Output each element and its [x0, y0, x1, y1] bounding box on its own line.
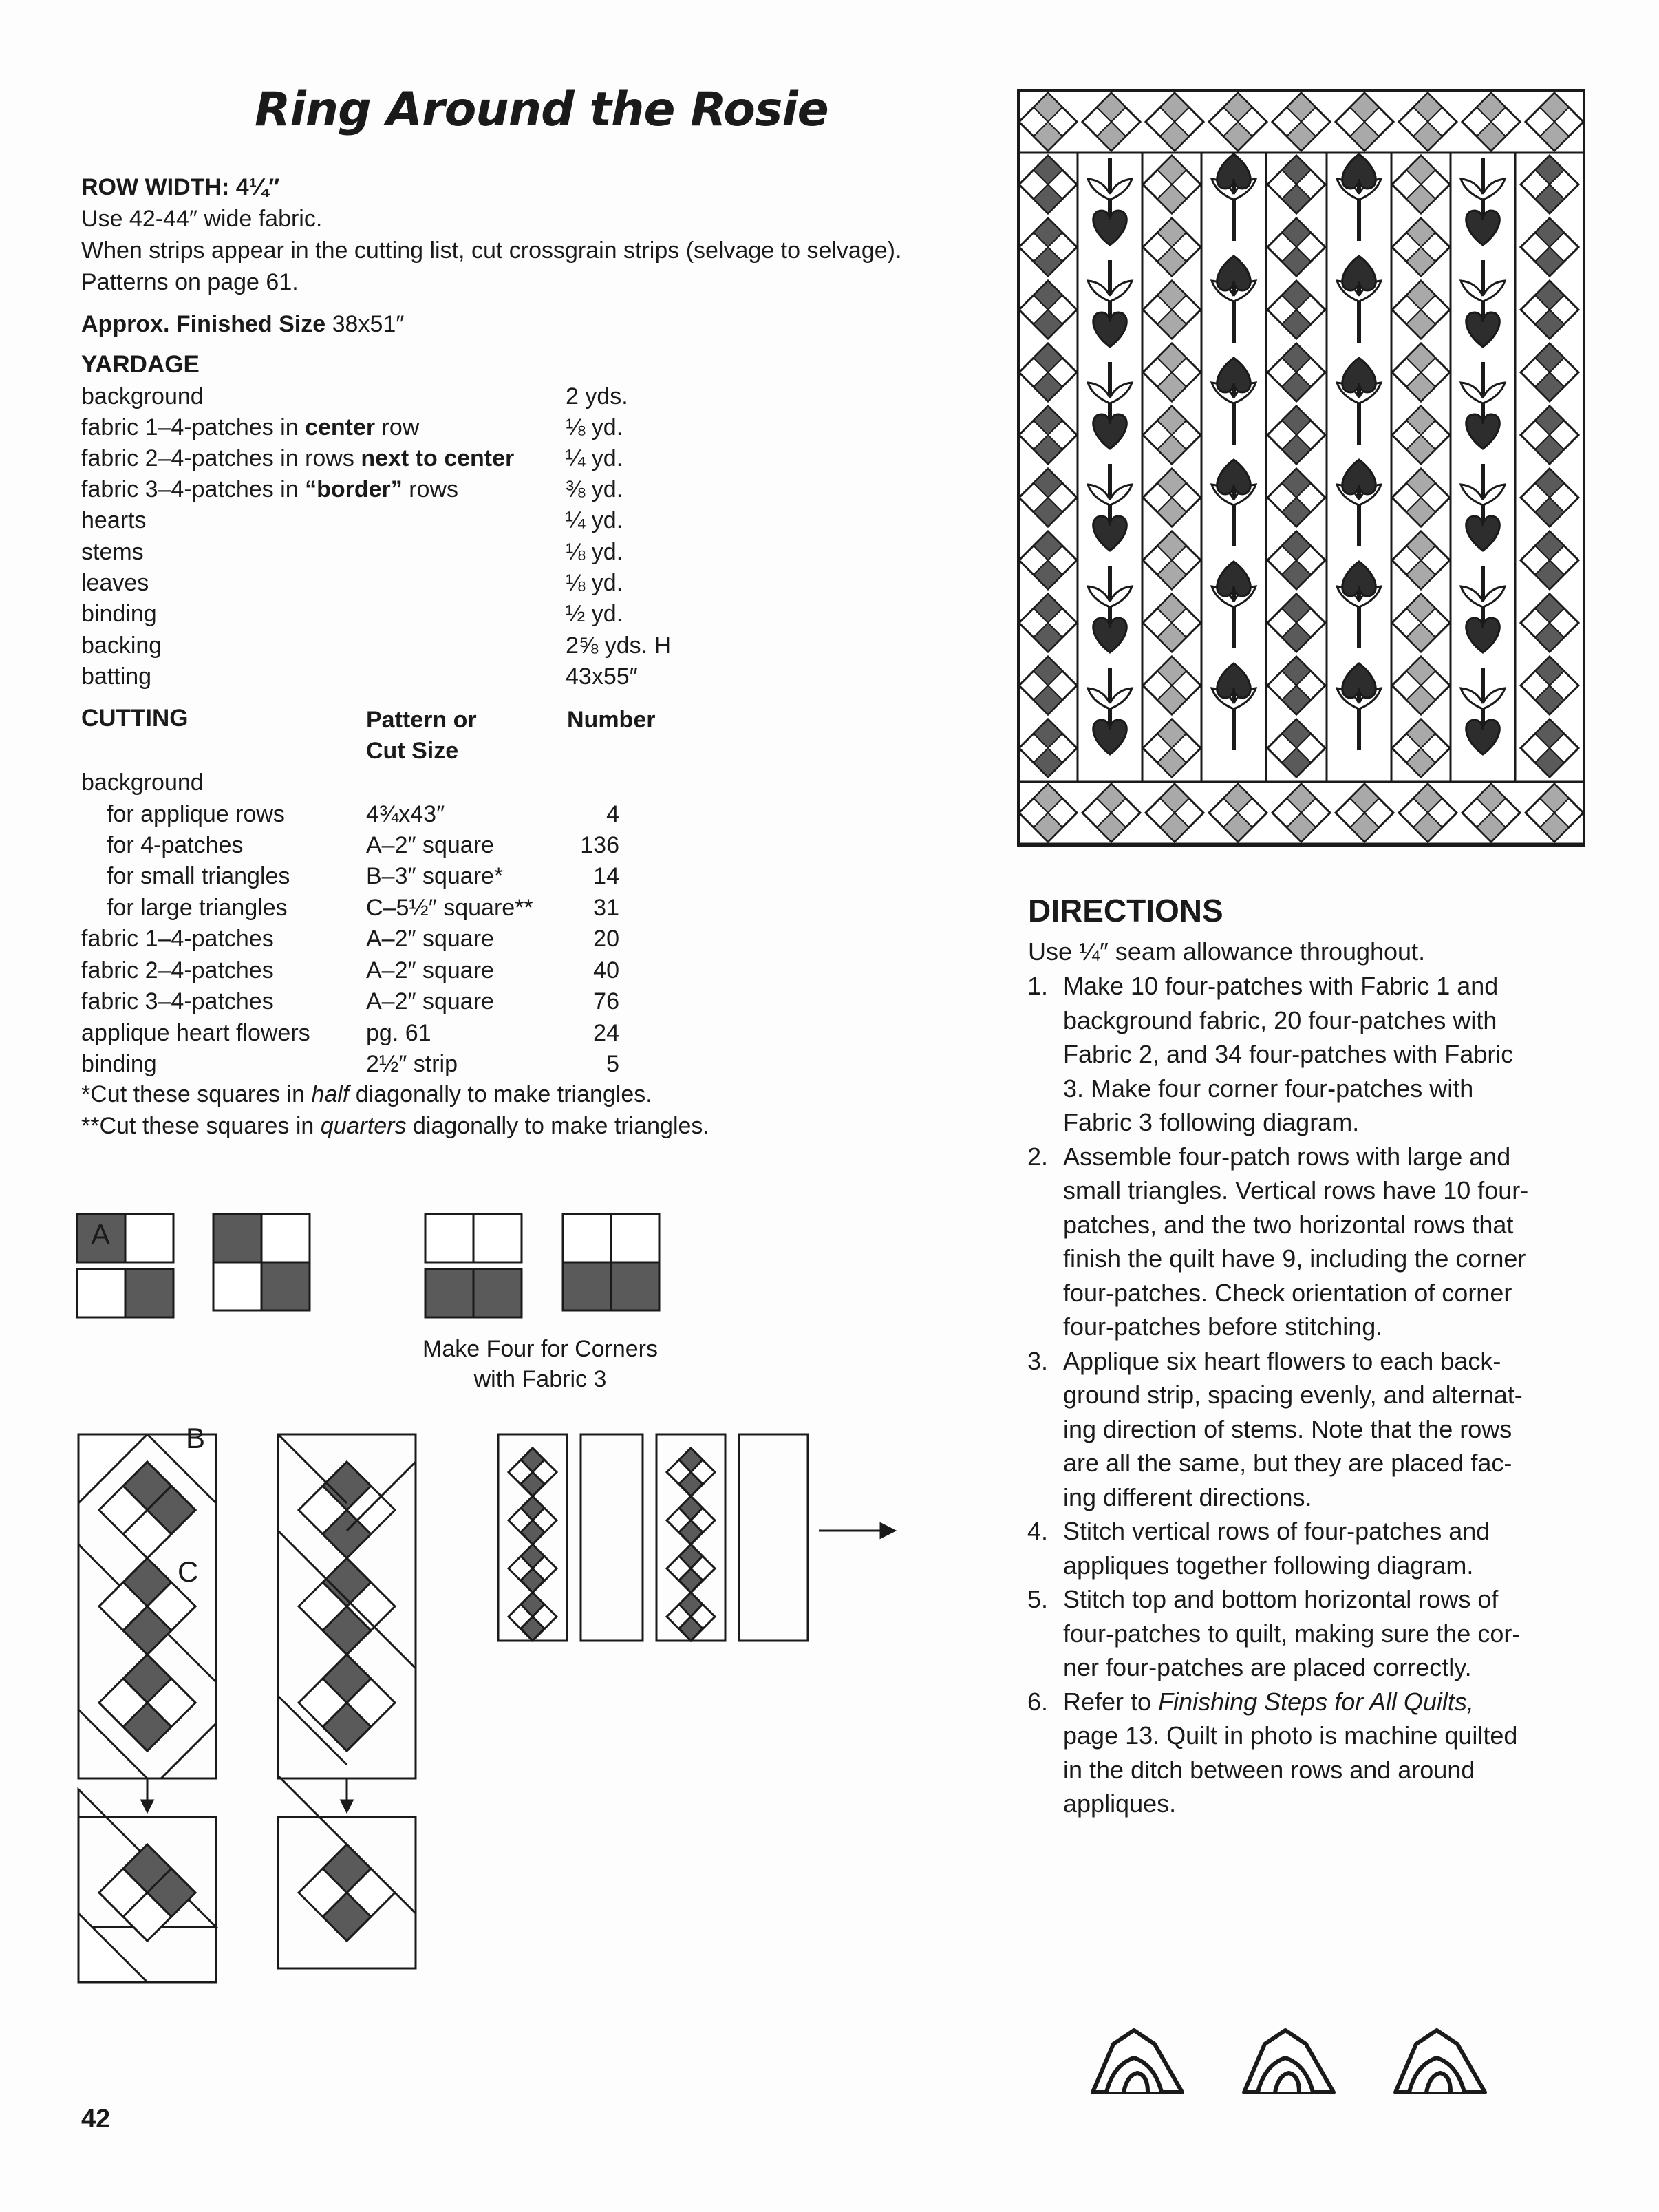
yardage-item-value: 2⅝ yds. H — [566, 632, 672, 659]
four-patch-diagram — [212, 1213, 315, 1316]
directions-heading: DIRECTIONS — [1028, 893, 1223, 928]
cutting-row-size: A–2″ square — [366, 988, 494, 1014]
direction-step-line: patches, and the two horizontal rows that — [1063, 1210, 1514, 1239]
direction-step-number: 3. — [1027, 1346, 1049, 1375]
direction-step — [1027, 1344, 1523, 1515]
yardage-item-value: ¼ yd. — [566, 507, 623, 533]
cutting-row-size: A–2″ square — [366, 832, 494, 858]
intro-line: Patterns on page 61. — [81, 269, 299, 295]
yardage-item-value: ⅛ yd. — [566, 539, 623, 565]
yardage-item-label: fabric 1–4-patches in center row — [81, 414, 420, 440]
four-patch-square-dark — [563, 1262, 611, 1310]
cutting-row-size: C–5½″ square** — [366, 895, 533, 921]
finished-size — [81, 310, 404, 338]
four-patch-square-dark — [473, 1269, 522, 1317]
direction-step-line: ing different directions. — [1063, 1482, 1312, 1511]
yardage-item-value: 2 yds. — [566, 383, 628, 410]
page-number: 42 — [81, 2105, 111, 2134]
four-patch-square-dark — [611, 1262, 659, 1310]
yardage-item-label: binding — [81, 601, 157, 627]
direction-step-number: 4. — [1027, 1517, 1049, 1545]
row-width-value: 4¼″ — [235, 174, 280, 200]
corner-four-patch-diagram — [561, 1213, 665, 1316]
direction-step-line: page 13. Quilt in photo is machine quilted — [1063, 1721, 1518, 1750]
label-a: A — [91, 1218, 111, 1251]
cutting-row-number: 20 — [593, 926, 619, 952]
direction-step-line: in the ditch between rows and around — [1063, 1755, 1475, 1784]
direction-step-line: Stitch top and bottom horizontal rows of — [1063, 1585, 1499, 1613]
page-title: Ring Around the Rosie — [255, 83, 828, 137]
cutting-row-size: B–3″ square* — [366, 863, 504, 889]
cutting-row-number: 76 — [593, 988, 619, 1014]
four-patch-square-dark — [425, 1269, 473, 1317]
direction-step-line: 3. Make four corner four-patches with — [1063, 1074, 1474, 1103]
four-patch-square-light — [125, 1214, 173, 1262]
direction-step-line: Make 10 four-patches with Fabric 1 and — [1063, 972, 1499, 1000]
yardage-item-value: 43x55″ — [566, 663, 638, 690]
yardage-item-label: leaves — [81, 570, 149, 596]
four-patch-square-dark — [213, 1214, 261, 1262]
yardage-item-value: ⅜ yd. — [566, 476, 623, 502]
direction-step-line: Refer to Finishing Steps for All Quilts, — [1063, 1687, 1474, 1716]
yardage-item-value: ⅛ yd. — [566, 570, 623, 596]
cutting-row-label: fabric 1–4-patches — [81, 926, 274, 952]
cutting-row-number: 136 — [580, 832, 619, 858]
finished-size-label: Approx. Finished Size — [81, 311, 326, 337]
direction-step-number: 5. — [1027, 1585, 1049, 1613]
yardage-item-label: batting — [81, 663, 152, 690]
yardage-item-label: fabric 3–4-patches in “border” rows — [81, 476, 458, 502]
finished-size-value: 38x51″ — [332, 311, 405, 337]
four-patch-square-light — [563, 1214, 611, 1262]
four-patch-square-dark — [125, 1269, 173, 1317]
cutting-row-size: 2½″ strip — [366, 1051, 458, 1077]
directions-intro: Use ¼″ seam allowance throughout. — [1028, 937, 1426, 966]
direction-step — [1027, 1685, 1518, 1821]
cutting-row-label: for applique rows — [107, 801, 285, 827]
direction-step-line: four-patches to quilt, making sure the cor- — [1063, 1619, 1521, 1648]
direction-step-line: Stitch vertical rows of four-patches and — [1063, 1517, 1490, 1545]
intro-line: Use 42-44″ wide fabric. — [81, 206, 323, 232]
cutting-row-number: 40 — [593, 957, 619, 983]
yardage-item-value: ⅛ yd. — [566, 414, 623, 440]
cutting-row-size: 4¾x43″ — [366, 801, 445, 827]
direction-step — [1027, 1140, 1529, 1344]
decorative-roses — [1086, 2017, 1526, 2106]
yardage-item-label: backing — [81, 632, 162, 659]
quilt-illustration — [1017, 89, 1585, 847]
direction-step — [1027, 1582, 1521, 1685]
corner-caption: Make Four for Corners with Fabric 3 — [422, 1336, 658, 1392]
four-patch-square-light — [473, 1214, 522, 1262]
cutting-row-number: 5 — [606, 1051, 619, 1077]
direction-step-line: Applique six heart flowers to each back- — [1063, 1346, 1501, 1375]
cutting-note: **Cut these squares in quarters diagonally to make triangles. — [81, 1113, 709, 1139]
direction-step-number: 1. — [1027, 972, 1049, 1000]
yardage-item-label: hearts — [81, 507, 147, 533]
direction-step-line: small triangles. Vertical rows have 10 four- — [1063, 1176, 1529, 1204]
row-assembly-diagram-2 — [275, 1432, 427, 1982]
cutting-row-size: A–2″ square — [366, 957, 494, 983]
four-patch-square-light — [213, 1262, 261, 1310]
yardage-item-value: ¼ yd. — [566, 445, 623, 471]
direction-step-line: Assemble four-patch rows with large and — [1063, 1142, 1511, 1171]
cutting-row-label: for small triangles — [107, 863, 290, 889]
four-patch-square-light — [261, 1214, 310, 1262]
cutting-row-label: fabric 2–4-patches — [81, 957, 274, 983]
label-b: B — [186, 1422, 206, 1454]
intro-line: When strips appear in the cutting list, cut crossgrain strips (selvage to selvage). — [81, 237, 902, 264]
cutting-note: *Cut these squares in half diagonally to make triangles. — [81, 1081, 652, 1107]
cutting-row-number: 24 — [593, 1020, 619, 1046]
cutting-col-size-header: Pattern or — [366, 707, 477, 733]
direction-step-line: four-patches before stitching. — [1063, 1312, 1383, 1341]
cutting-group-label: background — [81, 769, 204, 796]
direction-step-line: ground strip, spacing evenly, and alternat- — [1063, 1381, 1523, 1409]
direction-step-number: 6. — [1027, 1687, 1049, 1716]
yardage-heading: YARDAGE — [81, 351, 200, 378]
direction-step-line: Fabric 2, and 34 four-patches with Fabric — [1063, 1040, 1514, 1068]
label-c: C — [178, 1555, 199, 1588]
direction-step — [1027, 1514, 1490, 1582]
direction-step — [1027, 969, 1514, 1140]
cutting-row-label: for large triangles — [107, 895, 288, 921]
direction-step-line: four-patches. Check orientation of corner — [1063, 1278, 1512, 1307]
cutting-col-number-header: Number — [567, 707, 656, 733]
cutting-row-label: binding — [81, 1051, 157, 1077]
row-assembly-diagram-1 — [76, 1432, 227, 1982]
direction-step-line: ing direction of stems. Note that the rows — [1063, 1414, 1512, 1443]
corner-four-patch-diagram — [424, 1213, 527, 1323]
direction-step-line: ner four-patches are placed correctly. — [1063, 1653, 1472, 1681]
cutting-row-size: pg. 61 — [366, 1020, 431, 1046]
yardage-item-label: fabric 2–4-patches in rows next to center — [81, 445, 515, 471]
direction-step-line: finish the quilt have 9, including the corner — [1063, 1244, 1526, 1273]
cutting-row-number: 31 — [593, 895, 619, 921]
four-patch-square-light — [611, 1214, 659, 1262]
direction-step-line: are all the same, but they are placed fac- — [1063, 1449, 1512, 1477]
cutting-row-number: 14 — [593, 863, 619, 889]
four-patch-square-light — [77, 1269, 125, 1317]
direction-step-line: appliques together following diagram. — [1063, 1551, 1474, 1580]
direction-step-line: background fabric, 20 four-patches with — [1063, 1006, 1497, 1034]
yardage-item-label: stems — [81, 539, 144, 565]
cutting-row-label: for 4-patches — [107, 832, 244, 858]
four-patch-square-light — [425, 1214, 473, 1262]
row-width — [81, 173, 279, 201]
yardage-item-value: ½ yd. — [566, 601, 623, 627]
cutting-col-size-header: Cut Size — [366, 738, 459, 764]
direction-step-line: appliques. — [1063, 1789, 1177, 1818]
direction-step-line: Fabric 3 following diagram. — [1063, 1108, 1360, 1136]
cutting-row-label: fabric 3–4-patches — [81, 988, 274, 1014]
yardage-item-label: background — [81, 383, 204, 410]
cutting-row-label: applique heart flowers — [81, 1020, 310, 1046]
cutting-heading: CUTTING — [81, 705, 189, 732]
row-width-label: ROW WIDTH: — [81, 174, 230, 200]
direction-step-number: 2. — [1027, 1142, 1049, 1171]
cutting-row-size: A–2″ square — [366, 926, 494, 952]
vertical-rows-diagram — [495, 1432, 908, 1652]
cutting-row-number: 4 — [606, 801, 619, 827]
four-patch-square-dark — [261, 1262, 310, 1310]
